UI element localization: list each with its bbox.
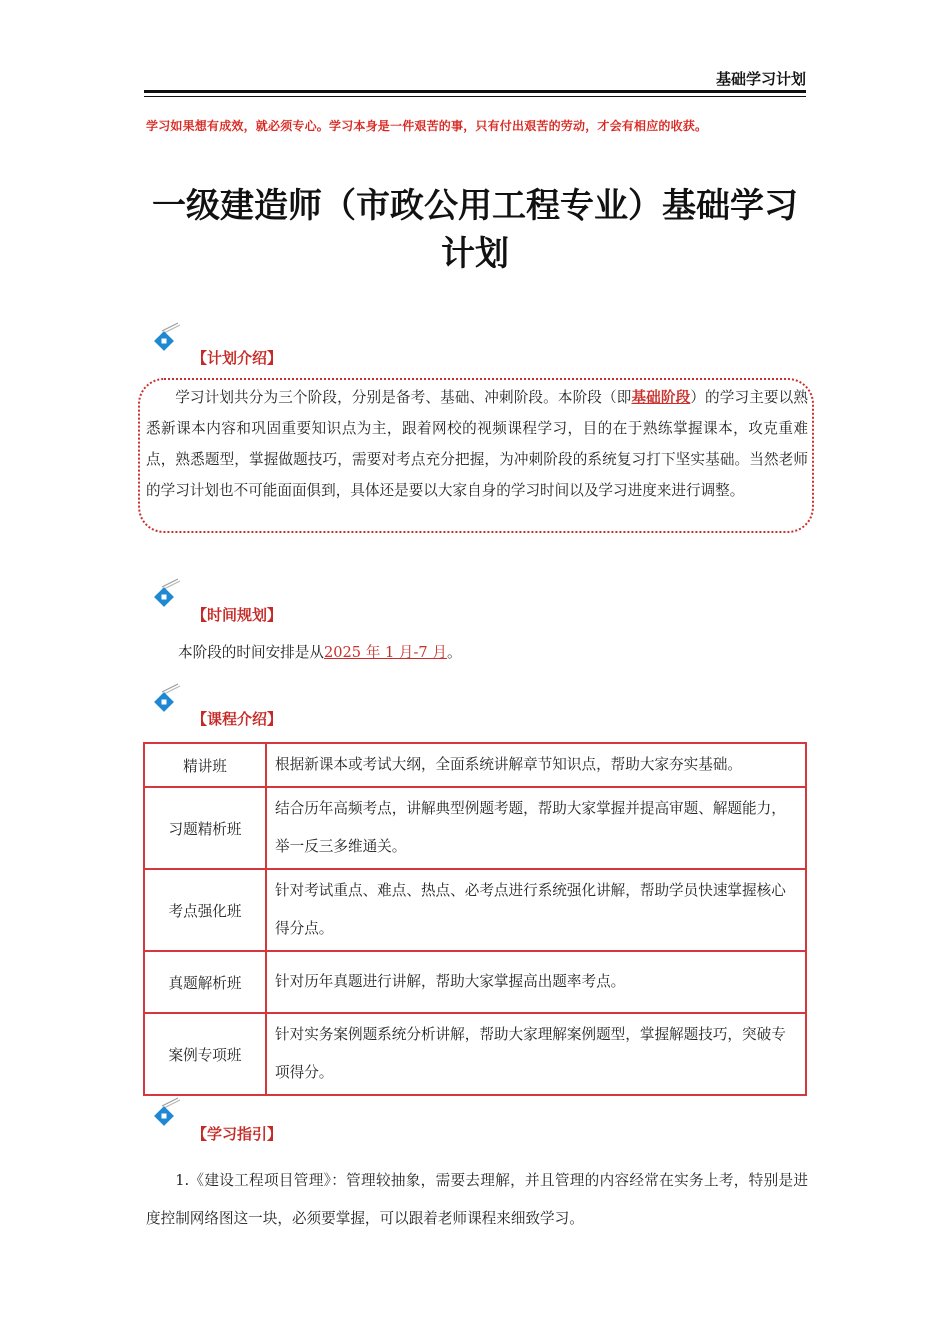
page-title-line2: 计划 <box>441 234 509 274</box>
header-rule-thin <box>144 96 806 97</box>
page-title-line1: 一级建造师（市政公用工程专业）基础学习 <box>152 186 798 226</box>
course-desc: 针对历年真题进行讲解，帮助大家掌握高出题率考点。 <box>266 951 806 1013</box>
course-desc: 针对考试重点、难点、热点、必考点进行系统强化讲解，帮助学员快速掌握核心得分点。 <box>266 869 806 951</box>
course-name: 案例专项班 <box>144 1013 266 1095</box>
course-name: 考点强化班 <box>144 869 266 951</box>
intro-highlight-link[interactable]: 基础阶段 <box>631 389 691 406</box>
course-name: 真题解析班 <box>144 951 266 1013</box>
intro-text-after: ）的学习主要以熟悉新课本内容和巩固重要知识点为主，跟着网校的视频课程学习，目的在于熟练掌握课本，攻克重难点，熟悉题型，掌握做题技巧，需要对考点充分把握，为冲刺阶段的系统复习打下坚实基础。当然老师的学习计划也不可能面面俱到，具体还是要以大家自身的学习时间以及学习进度来进行调整。 <box>146 389 808 499</box>
table-row <box>144 743 806 787</box>
table-row <box>144 1013 806 1095</box>
course-name: 习题精析班 <box>144 787 266 869</box>
time-text-after: 。 <box>446 644 462 661</box>
section-heading-plan: 【计划介绍】 <box>192 349 283 367</box>
time-paragraph <box>178 641 462 662</box>
time-highlight-link[interactable]: 2025 年 1 月-7 月 <box>323 644 447 661</box>
section-diamond-icon <box>148 1097 184 1133</box>
course-desc: 结合历年高频考点，讲解典型例题考题，帮助大家掌握并提高审题、解题能力，举一反三多维通关。 <box>266 787 806 869</box>
course-desc: 根据新课本或考试大纲，全面系统讲解章节知识点，帮助大家夯实基础。 <box>266 743 806 787</box>
intro-text-before: 学习计划共分为三个阶段，分别是备考、基础、冲刺阶段。本阶段（即 <box>175 389 632 406</box>
section-diamond-icon <box>148 322 184 358</box>
header-title: 基础学习计划 <box>715 70 806 88</box>
section-diamond-icon <box>148 578 184 614</box>
guide-item-1: 1.《建设工程项目管理》：管理较抽象，需要去理解，并且管理的内容经常在实务上考，特别是进度控制网络图这一块，必须要掌握，可以跟着老师课程来细致学习。 <box>146 1172 808 1227</box>
header-rule-thick <box>144 90 806 93</box>
time-text-before: 本阶段的时间安排是从 <box>178 644 324 661</box>
intro-paragraph <box>146 382 808 506</box>
table-row <box>144 869 806 951</box>
motto-text: 学习如果想有成效，就必须专心。学习本身是一件艰苦的事，只有付出艰苦的劳动，才会有相应的收获。 <box>146 119 708 133</box>
table-row <box>144 787 806 869</box>
section-diamond-icon <box>148 683 184 719</box>
section-heading-courses: 【课程介绍】 <box>192 710 283 728</box>
section-heading-time: 【时间规划】 <box>192 606 283 624</box>
course-name: 精讲班 <box>144 743 266 787</box>
page-title <box>144 182 806 278</box>
section-heading-guide: 【学习指引】 <box>192 1125 283 1143</box>
course-desc: 针对实务案例题系统分析讲解，帮助大家理解案例题型，掌握解题技巧，突破专项得分。 <box>266 1013 806 1095</box>
course-table <box>143 742 807 1096</box>
table-row <box>144 951 806 1013</box>
